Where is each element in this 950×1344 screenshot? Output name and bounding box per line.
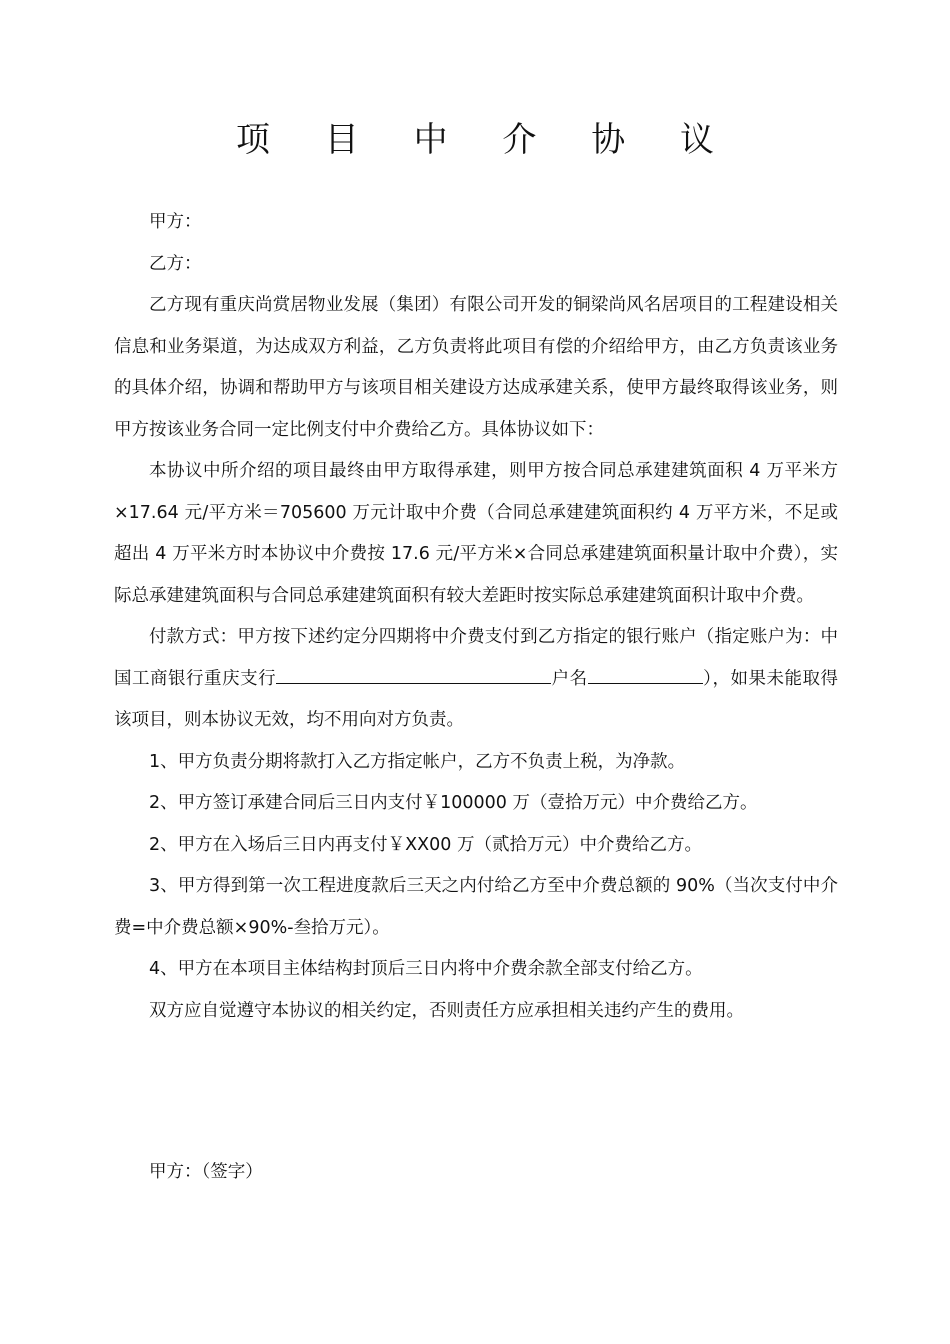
payment-item: 3、甲方得到第一次工程进度款后三天之内付给乙方至中介费总额的 90%（当次支付中介费=中介费总额×90%-叁拾万元）。 bbox=[114, 876, 838, 938]
fee-clause-paragraph: 本协议中所介绍的项目最终由甲方取得承建，则甲方按合同总承建建筑面积 4 万平米方×17.64 元/平方米＝705600 万元计取中介费（合同总承建建筑面积约 4 万平方米，不足或超出 4 万平米方时本协议中介费按 17.6 元/平方米×合同总承建建筑面积量计取中介费），实际总承建建筑面积与合同总承建建筑面积有较大差距时按实际总承建建筑面积计取中介费。 bbox=[114, 461, 838, 606]
payment-suffix: ），如果未能取得该项目，则本协议无效，均不用向对方负责。 bbox=[114, 668, 839, 730]
intro-paragraph: 乙方现有重庆尚赏居物业发展（集团）有限公司开发的铜梁尚风名居项目的工程建设相关信息和业务渠道，为达成双方利益，乙方负责将此项目有偿的介绍给甲方，由乙方负责该业务的具体介绍，协调和帮助甲方与该项目相关建设方达成承建关系，使甲方最终取得该业务，则甲方按该业务合同一定比例支付中介费给乙方。具体协议如下： bbox=[114, 295, 838, 440]
bank-account-blank bbox=[276, 659, 551, 684]
document-title: 项 目 中 介 协 议 bbox=[235, 120, 737, 160]
payment-item: 2、甲方签订承建合同后三日内支付￥100000 万（壹拾万元）中介费给乙方。 bbox=[149, 793, 758, 813]
document-body bbox=[114, 202, 838, 1032]
payment-prefix: 付款方式：甲方按下述约定分四期将中介费支付到乙方指定的银行账户（指定账户为：中国工商银行重庆支行 bbox=[114, 627, 838, 689]
account-name-label: 户名 bbox=[551, 668, 588, 689]
payment-item: 4、甲方在本项目主体结构封顶后三日内将中介费余款全部支付给乙方。 bbox=[149, 959, 703, 979]
party-a-line: 甲方： bbox=[149, 212, 202, 232]
payment-item: 2、甲方在入场后三日内再支付￥XX00 万（贰拾万元）中介费给乙方。 bbox=[149, 834, 702, 855]
signature-line: 甲方：（签字） bbox=[149, 1162, 263, 1182]
payment-item: 1、甲方负责分期将款打入乙方指定帐户，乙方不负责上税，为净款。 bbox=[149, 751, 686, 772]
closing-paragraph: 双方应自觉遵守本协议的相关约定，否则责任方应承担相关违约产生的费用。 bbox=[149, 1000, 744, 1021]
account-name-blank bbox=[588, 659, 703, 684]
party-b-line: 乙方： bbox=[149, 253, 202, 274]
payment-paragraph bbox=[114, 617, 838, 742]
